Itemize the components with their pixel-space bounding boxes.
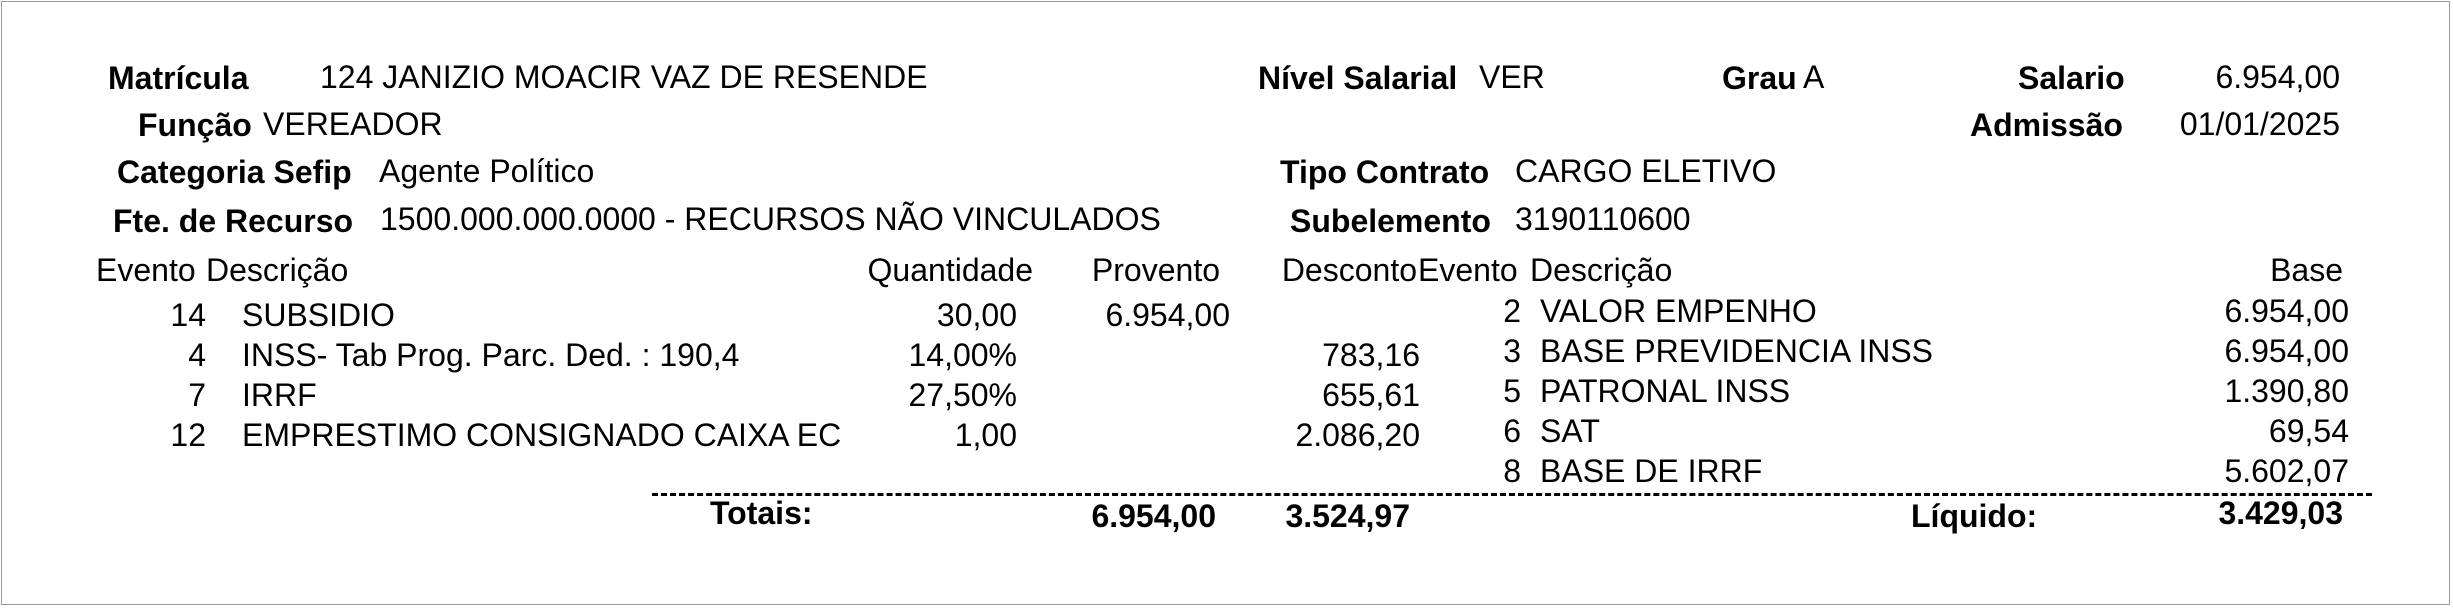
col-quantidade: Quantidade (867, 252, 1033, 288)
subelemento-value: 3190110600 (1515, 201, 1691, 237)
event-desconto: 783,16 (1322, 337, 1420, 373)
base-code: 5 (1503, 373, 1521, 409)
col-base: Base (2270, 252, 2343, 288)
base-code: 3 (1503, 333, 1521, 369)
event-code: 7 (188, 377, 206, 413)
tipo-contrato-label: Tipo Contrato (1280, 154, 1490, 190)
recurso-label: Fte. de Recurso (113, 203, 354, 239)
base-value: 6.954,00 (2224, 293, 2349, 329)
totals-provento: 6.954,00 (1091, 498, 1216, 534)
base-desc: PATRONAL INSS (1540, 373, 1791, 409)
categoria-value: Agente Político (379, 153, 595, 189)
col-evento-base: Evento (1418, 252, 1518, 288)
tipo-contrato-value: CARGO ELETIVO (1515, 153, 1777, 189)
base-value: 1.390,80 (2224, 373, 2349, 409)
base-value: 69,54 (2268, 413, 2349, 449)
salario-label: Salario (2018, 60, 2125, 96)
col-desconto: Desconto (1281, 252, 1417, 288)
nivel-salarial-label: Nível Salarial (1258, 60, 1458, 96)
base-desc: VALOR EMPENHO (1540, 293, 1817, 329)
base-value: 5.602,07 (2224, 453, 2349, 489)
base-desc: BASE PREVIDENCIA INSS (1540, 333, 1934, 369)
event-desc: INSS- Tab Prog. Parc. Ded. : 190,4 (242, 337, 740, 373)
col-descricao-base: Descrição (1530, 252, 1673, 288)
nivel-salarial-value: VER (1479, 59, 1545, 95)
matricula-value: 124 JANIZIO MOACIR VAZ DE RESENDE (320, 59, 928, 95)
event-qty: 27,50% (908, 377, 1017, 413)
funcao-value: VEREADOR (263, 106, 443, 142)
base-desc: BASE DE IRRF (1540, 453, 1763, 489)
salario-value: 6.954,00 (2215, 59, 2340, 95)
event-desconto: 655,61 (1322, 377, 1420, 413)
liquido-value: 3.429,03 (2218, 495, 2343, 531)
totals-desconto: 3.524,97 (1285, 498, 1410, 534)
event-provento: 6.954,00 (1105, 297, 1230, 333)
admissao-value: 01/01/2025 (2179, 106, 2340, 142)
base-code: 2 (1503, 293, 1521, 329)
col-evento: Evento (96, 252, 196, 288)
recurso-value: 1500.000.000.0000 - RECURSOS NÃO VINCULADOS (380, 201, 1161, 237)
col-descricao: Descrição (206, 252, 349, 288)
categoria-label: Categoria Sefip (117, 154, 352, 190)
event-qty: 14,00% (908, 337, 1017, 373)
funcao-label: Função (138, 107, 252, 143)
event-qty: 30,00 (936, 297, 1017, 333)
grau-label: Grau (1722, 60, 1797, 96)
col-provento: Provento (1091, 252, 1220, 288)
event-desc: IRRF (242, 377, 317, 413)
base-value: 6.954,00 (2224, 333, 2349, 369)
event-code: 12 (170, 417, 206, 453)
liquido-label: Líquido: (1911, 498, 2038, 534)
event-qty: 1,00 (954, 417, 1017, 453)
event-code: 14 (170, 297, 206, 333)
admissao-label: Admissão (1970, 107, 2123, 143)
matricula-label: Matrícula (108, 60, 249, 96)
base-code: 6 (1503, 413, 1521, 449)
event-desc: SUBSIDIO (242, 297, 395, 333)
base-desc: SAT (1540, 413, 1600, 449)
event-desc: EMPRESTIMO CONSIGNADO CAIXA EC (242, 417, 842, 453)
totals-label: Totais: (710, 495, 813, 531)
base-code: 8 (1503, 453, 1521, 489)
subelemento-label: Subelemento (1290, 203, 1491, 239)
event-desconto: 2.086,20 (1295, 417, 1420, 453)
event-code: 4 (188, 337, 206, 373)
grau-value: A (1803, 59, 1825, 95)
